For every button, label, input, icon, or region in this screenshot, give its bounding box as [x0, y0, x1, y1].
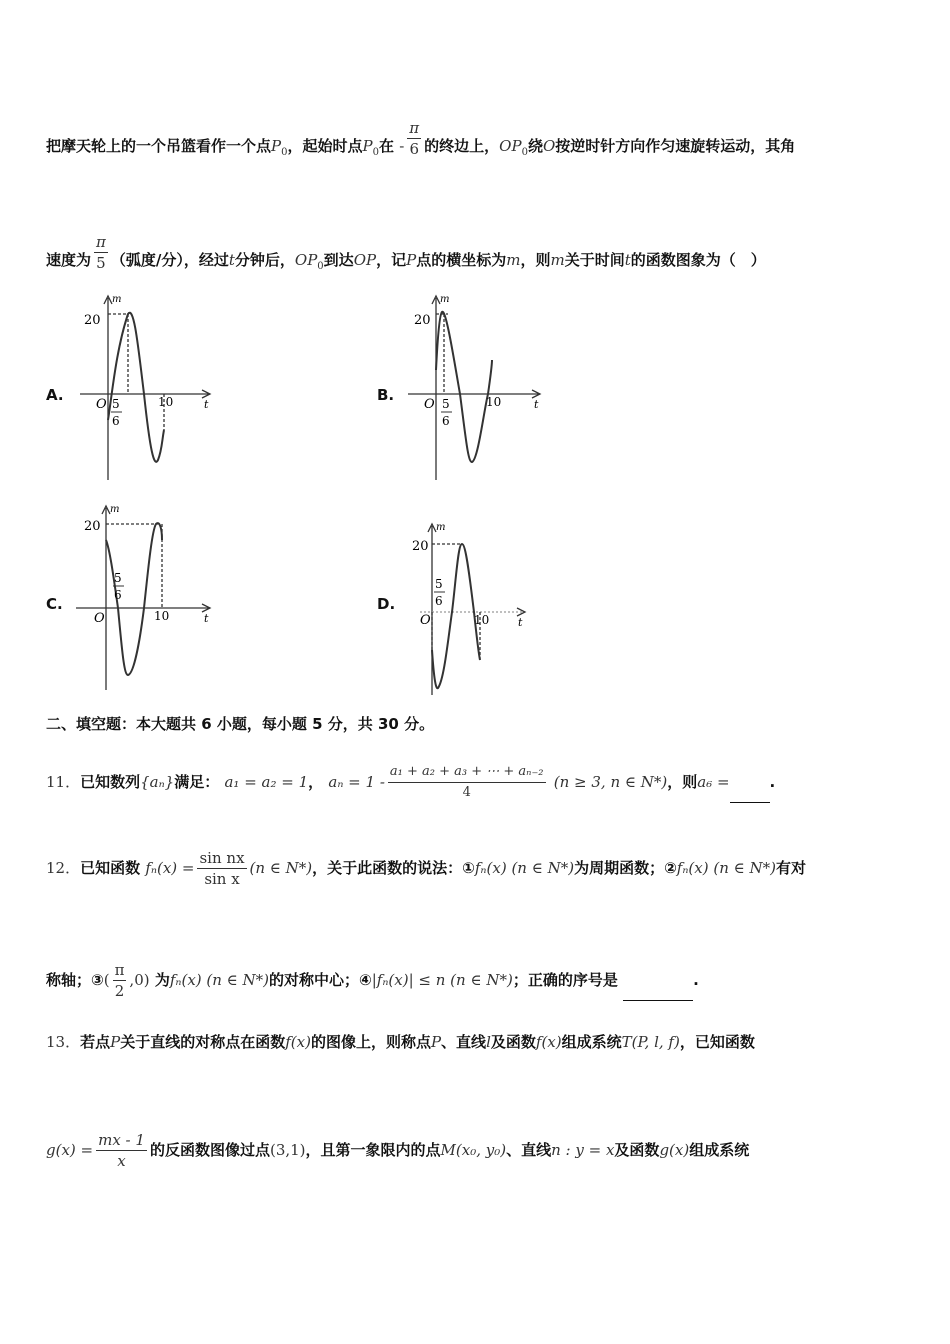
p0-symbol: P	[362, 137, 373, 155]
frac-denominator: 6	[409, 140, 419, 158]
op0-symbol: OP	[294, 251, 318, 269]
q12-text: ；正确的序号是	[512, 971, 618, 989]
q12-answer-blank[interactable]	[623, 1000, 693, 1001]
fx-symbol: f(x)	[285, 1033, 311, 1051]
p-symbol: P	[406, 251, 417, 269]
q12-abs: |fₙ(x)| ≤ n (n ∈ N*)	[371, 971, 513, 989]
q13-text: 、直线	[506, 1141, 552, 1159]
pi-over-5	[94, 232, 108, 273]
q10-text: 的函数图象为（ ）	[630, 251, 766, 269]
t-label: t	[518, 616, 523, 629]
frac-numerator: sin nx	[199, 849, 245, 867]
q13-line-2	[46, 1130, 749, 1171]
line-n: n : y = x	[551, 1141, 615, 1159]
q13-number: 13．	[46, 1033, 81, 1051]
system-t: T(P, l, f)	[621, 1033, 680, 1051]
t-symbol: t	[624, 251, 631, 269]
q10-text: 把摩天轮上的一个吊篮看作一个点	[46, 137, 272, 155]
g-fraction	[96, 1130, 147, 1171]
q13-text: 、直线	[441, 1033, 487, 1051]
q13-text: 的图像上，则称点	[310, 1033, 431, 1051]
frac-numerator: π	[409, 119, 420, 137]
frac-den: 6	[442, 414, 450, 428]
q12-domain: (n ∈ N*)	[249, 859, 313, 877]
o-symbol: O	[542, 137, 556, 155]
q12-fraction	[197, 848, 246, 889]
q10-text: ，则	[520, 251, 551, 269]
pi-over-6	[407, 118, 421, 159]
graph-a	[70, 290, 220, 490]
frac-numerator: a₁ + a₂ + a₃ + ⋯ + aₙ₋₂	[388, 762, 546, 783]
twenty-label: 20	[84, 313, 101, 328]
q11-condition: a₁ = a₂ = 1	[224, 773, 309, 791]
q11-text: 满足：	[174, 773, 220, 791]
frac-numerator: mx - 1	[98, 1131, 145, 1149]
q13-text: 关于直线的对称点在函数	[120, 1033, 286, 1051]
q12-text: 有对	[775, 859, 806, 877]
q11-domain: (n ≥ 3, n ∈ N*)	[553, 773, 668, 791]
frac-num: 5	[114, 571, 122, 585]
q12-line-2	[46, 960, 699, 1001]
frac-numerator: π	[96, 233, 106, 251]
frac-numerator: π	[114, 961, 125, 979]
q12-fn: fₙ(x) (n ∈ N*)	[474, 859, 575, 877]
frac-denominator: 2	[114, 982, 125, 1000]
frac-denominator: sin x	[204, 870, 240, 888]
q10-text: ，记	[376, 251, 407, 269]
q13-text: 组成系统	[561, 1033, 622, 1051]
q11-text: ，则	[667, 773, 698, 791]
op0-subscript: 0	[317, 261, 324, 272]
q11-answer-blank[interactable]	[730, 802, 770, 803]
ten-label: 10	[474, 613, 490, 627]
q10-text: 速度为	[46, 251, 92, 269]
q12-line-1	[46, 848, 806, 889]
q13-text: 及函数	[614, 1141, 660, 1159]
p0-subscript: 0	[281, 147, 288, 158]
ten-label: 10	[486, 395, 502, 409]
q12-text: 为	[154, 971, 170, 989]
q10-text: 的终边上，	[424, 137, 500, 155]
q10-text: 到达	[323, 251, 354, 269]
q12-text: 已知函数	[80, 859, 141, 877]
q13-text: ，且第一象限内的点	[305, 1141, 441, 1159]
option-d-label[interactable]: D.	[377, 595, 396, 613]
q10-text: ，起始时点	[287, 137, 363, 155]
frac-den: 6	[435, 594, 443, 608]
t-label: t	[534, 398, 539, 411]
q12-number: 12．	[46, 859, 81, 877]
q11-fraction	[388, 762, 546, 803]
frac-den: 6	[114, 588, 122, 602]
section-title: 二、填空题：本大题共 6 小题，每小题 5 分，共 30 分。	[46, 715, 435, 733]
q12-fn: fₙ(x) (n ∈ N*)	[169, 971, 270, 989]
seq-an: {aₙ}	[140, 773, 175, 791]
q10-text: （弧度/分），经过	[110, 251, 229, 269]
graph-d	[400, 520, 550, 700]
op-symbol: OP	[353, 251, 377, 269]
frac-denominator: x	[117, 1152, 126, 1170]
q11-lhs: aₙ = 1 -	[328, 773, 385, 791]
op0-subscript: 0	[521, 147, 528, 158]
q10-text: 关于时间	[564, 251, 625, 269]
origin-label: O	[94, 611, 105, 626]
p0-subscript: 0	[372, 147, 379, 158]
frac-denominator: 5	[96, 254, 106, 272]
q12-text: 的对称中心；④	[269, 971, 372, 989]
q13-text: 若点	[80, 1033, 111, 1051]
q12-f: fₙ(x) =	[145, 859, 195, 877]
q13-text: ，已知函数	[679, 1033, 755, 1051]
frac-denominator: 4	[462, 785, 471, 800]
q12-text: ，关于此函数的说法：①	[312, 859, 475, 877]
m-label: m	[440, 294, 450, 305]
q12-text: 为周期函数；②	[574, 859, 677, 877]
t-symbol: t	[228, 251, 235, 269]
curve-d	[432, 544, 480, 688]
origin-label: O	[96, 397, 107, 412]
l-symbol: l	[486, 1033, 491, 1051]
q13-text: 及函数	[490, 1033, 536, 1051]
pi-over-2	[113, 960, 127, 1001]
q10-line-2	[46, 233, 766, 281]
q10-text: 按逆时针方向作匀速旋转运动，其角	[555, 137, 796, 155]
twenty-label: 20	[84, 519, 101, 534]
frac-num: 5	[112, 397, 120, 411]
p-symbol: P	[110, 1033, 121, 1051]
t-label: t	[204, 612, 209, 625]
fx-symbol: f(x)	[535, 1033, 562, 1051]
q13-text: 组成系统	[689, 1141, 750, 1159]
q10-text: 分钟后，	[234, 251, 295, 269]
point-m: M(x₀, y₀)	[440, 1141, 507, 1159]
p-symbol: P	[430, 1033, 442, 1051]
twenty-label: 20	[414, 313, 431, 328]
m-label: m	[112, 294, 122, 305]
q12-text: 称轴；③	[46, 971, 104, 989]
m-symbol: m	[550, 251, 565, 269]
q11-text: 已知数列	[80, 773, 141, 791]
t-label: t	[204, 398, 209, 411]
gx-symbol: g(x)	[659, 1141, 690, 1159]
paren: (	[103, 971, 110, 989]
graph-c	[70, 500, 220, 700]
p0-symbol: P	[271, 137, 282, 155]
ten-label: 10	[158, 395, 174, 409]
q12-end: .	[693, 971, 699, 989]
minus-sign: -	[399, 137, 405, 155]
ten-label: 10	[154, 609, 170, 623]
point-3-1: (3,1)	[269, 1141, 306, 1159]
q11	[46, 762, 775, 803]
m-symbol: m	[506, 251, 521, 269]
q11-a6: a₆ =	[697, 773, 730, 791]
q11-text: ，	[308, 773, 324, 791]
q10-text: 点的横坐标为	[416, 251, 507, 269]
option-a-label[interactable]: A.	[46, 386, 64, 404]
origin-label: O	[420, 613, 431, 628]
twenty-label: 20	[412, 539, 429, 554]
m-label: m	[110, 504, 120, 515]
q10-text: 绕	[527, 137, 543, 155]
frac-num: 5	[435, 577, 443, 591]
curve-a	[108, 313, 164, 462]
q10-text: 在	[378, 137, 394, 155]
g-symbol: g(x) =	[46, 1141, 94, 1159]
q11-end: .	[769, 773, 776, 791]
q13-text: 的反函数图像过点	[149, 1141, 270, 1159]
q10-line-1	[46, 119, 796, 167]
frac-num: 5	[442, 397, 450, 411]
frac-den: 6	[112, 414, 120, 428]
op0-symbol: OP	[499, 137, 522, 155]
graph-b	[400, 290, 550, 490]
option-b-label[interactable]: B.	[377, 386, 395, 404]
q13-line-1	[46, 1032, 755, 1052]
q12-fn: fₙ(x) (n ∈ N*)	[676, 859, 776, 877]
q11-number: 11．	[46, 773, 81, 791]
m-label: m	[436, 522, 446, 533]
origin-label: O	[424, 397, 435, 412]
option-c-label[interactable]: C.	[46, 595, 63, 613]
q12-point: ,0)	[129, 971, 150, 989]
